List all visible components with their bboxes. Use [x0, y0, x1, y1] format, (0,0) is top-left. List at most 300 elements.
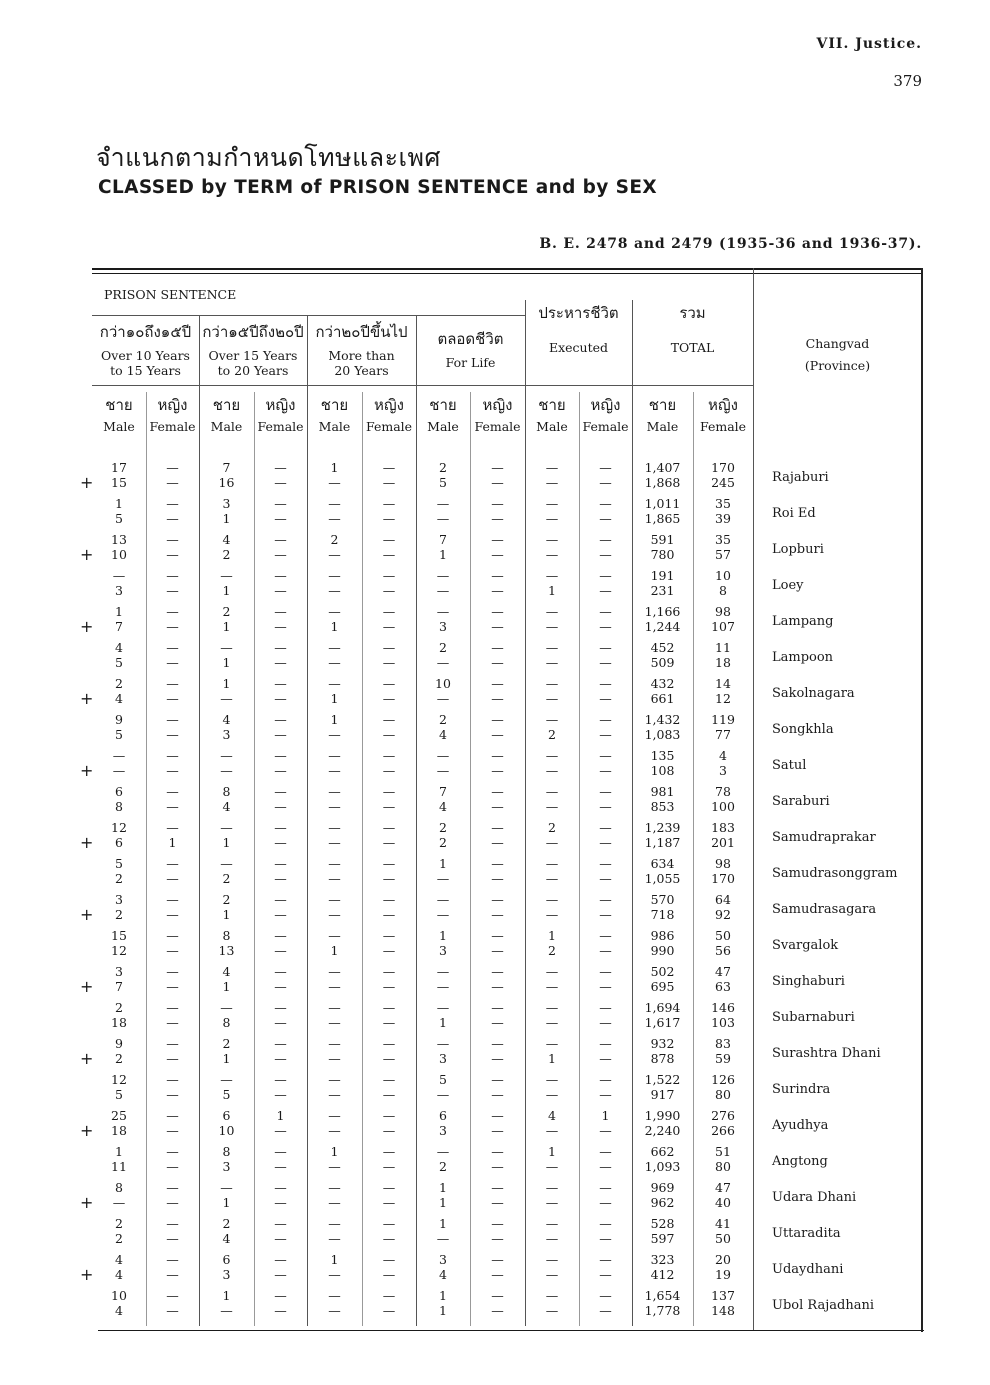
cell-value-1936: — [328, 835, 341, 850]
table-cell [199, 496, 254, 526]
cell-value-1936: 18 [111, 1123, 127, 1138]
table-cell [362, 460, 416, 490]
cell-value-1935: — [491, 820, 504, 835]
province-name: Satul [772, 758, 807, 773]
table-cell [470, 1108, 525, 1138]
table-cell [146, 568, 199, 598]
cell-value-1935: — [382, 1144, 396, 1159]
table-cell [146, 1072, 199, 1102]
cell-value-1935: 6 [115, 784, 123, 799]
cell-value-1935: — [545, 568, 559, 583]
cell-value-1936: 1 [222, 907, 231, 922]
cell-value-1935: 1 [222, 676, 231, 691]
cell-value-1936: — [599, 943, 612, 958]
table-cell [416, 568, 470, 598]
cell-value-1936: — [274, 835, 287, 850]
cell-value-1936: — [274, 1123, 287, 1138]
cell-value-1935: — [491, 532, 504, 547]
cell-value-1936: 5 [115, 1087, 123, 1102]
table-cell [632, 496, 693, 526]
cell-value-1936: — [545, 547, 559, 562]
female-thai-label: หญิง [708, 396, 738, 414]
cell-value-1935: 183 [711, 820, 735, 835]
table-row [92, 856, 922, 892]
table-cell [416, 892, 470, 922]
table-cell [362, 1000, 416, 1030]
cell-value-1935: — [328, 640, 341, 655]
cell-value-1935: 5 [439, 1072, 447, 1087]
col-head-en1: More than [328, 348, 395, 363]
female-thai-label: หญิง [590, 396, 621, 414]
table-cell [146, 496, 199, 526]
table-cell [362, 1216, 416, 1246]
cell-value-1936: 8 [115, 799, 123, 814]
cell-value-1935: — [328, 1216, 341, 1231]
cell-value-1936: 1,778 [644, 1303, 681, 1318]
cell-value-1936: — [545, 1159, 559, 1174]
cell-value-1936: — [274, 619, 287, 634]
cell-value-1935: — [382, 892, 396, 907]
cell-value-1936: — [491, 1051, 504, 1066]
cell-value-1935: 1 [548, 1144, 556, 1159]
cell-value-1936: — [545, 1267, 559, 1282]
cell-value-1936: 4 [115, 1303, 123, 1318]
cell-value-1936: — [545, 1231, 559, 1246]
cell-value-1936: — [166, 799, 179, 814]
cell-value-1935: 1,011 [644, 496, 681, 511]
table-cell [146, 460, 199, 490]
cell-value-1935: — [382, 640, 396, 655]
cell-value-1935: — [166, 928, 179, 943]
table-cell [92, 1216, 146, 1246]
cell-value-1936: 2 [115, 907, 123, 922]
table-cell [199, 964, 254, 994]
cell-value-1935: — [274, 532, 287, 547]
cell-value-1935: 1 [439, 1180, 447, 1195]
male-thai-label: ชาย [105, 396, 133, 414]
cell-value-1936: — [166, 547, 179, 562]
province-name: Songkhla [772, 722, 834, 737]
male-label: Male [427, 419, 459, 434]
cell-value-1936: — [166, 691, 179, 706]
cell-value-1935: — [328, 1036, 341, 1051]
cell-value-1936: — [274, 475, 287, 490]
table-cell [525, 604, 579, 634]
cell-value-1936: 80 [715, 1087, 731, 1102]
cell-value-1936: — [491, 1015, 504, 1030]
cell-value-1936: — [382, 763, 396, 778]
table-cell [92, 1072, 146, 1102]
cell-value-1936: — [545, 1195, 559, 1210]
cell-value-1936: 59 [715, 1051, 731, 1066]
table-cell [362, 1072, 416, 1102]
female-thai-label: หญิง [482, 396, 513, 414]
cell-value-1936: 1 [222, 979, 231, 994]
table-cell [579, 1000, 632, 1030]
cell-value-1935: — [328, 604, 341, 619]
table-cell [199, 1108, 254, 1138]
cell-value-1936: — [436, 691, 450, 706]
cell-value-1935: — [382, 532, 396, 547]
header-group-underline [92, 315, 525, 316]
cell-value-1936: — [274, 1087, 287, 1102]
cell-value-1936: 4 [222, 799, 231, 814]
cell-value-1935: — [382, 460, 396, 475]
cell-value-1936: — [491, 1267, 504, 1282]
cell-value-1935: — [491, 892, 504, 907]
cell-value-1936: — [545, 763, 559, 778]
cell-value-1936: — [599, 763, 612, 778]
cell-value-1936: 1 [548, 1051, 556, 1066]
table-row [92, 928, 922, 964]
cell-value-1936: 1,083 [644, 727, 681, 742]
table-cell [199, 532, 254, 562]
cell-value-1935: 191 [650, 568, 675, 583]
cell-value-1936: 853 [650, 799, 675, 814]
table-cell [579, 676, 632, 706]
table-cell [470, 784, 525, 814]
cell-value-1935: 1 [115, 1144, 123, 1159]
table-cell [416, 1252, 470, 1282]
cell-value-1935: 1,432 [644, 712, 681, 727]
cell-value-1936: — [166, 619, 179, 634]
female-thai-label: หญิง [157, 396, 188, 414]
cell-value-1935: 25 [111, 1108, 127, 1123]
province-name: Surindra [772, 1082, 831, 1097]
cell-value-1936: 1 [330, 691, 339, 706]
table-cell [693, 892, 753, 922]
cell-value-1935: 78 [715, 784, 731, 799]
table-cell [254, 1108, 307, 1138]
cell-value-1935: — [382, 928, 396, 943]
table-cell [693, 1180, 753, 1210]
cell-value-1935: 591 [650, 532, 675, 547]
table-row [80, 1180, 922, 1216]
cell-value-1936: — [274, 979, 287, 994]
cell-value-1936: 661 [650, 691, 675, 706]
table-cell [525, 640, 579, 670]
cell-value-1936: 962 [650, 1195, 675, 1210]
cell-value-1936: 1 [222, 1051, 231, 1066]
table-cell [199, 1180, 254, 1210]
table-cell [470, 1000, 525, 1030]
col-head-en1: Executed [548, 340, 609, 355]
table-row [80, 892, 922, 928]
cell-value-1935: — [328, 856, 341, 871]
cell-value-1936: 1 [222, 1195, 231, 1210]
table-cell [92, 1108, 146, 1138]
cell-value-1935: — [328, 928, 341, 943]
female-label: Female [474, 419, 521, 434]
cell-value-1936: — [599, 1195, 612, 1210]
table-cell [146, 532, 199, 562]
table-cell [693, 712, 753, 742]
cell-value-1936: — [274, 943, 287, 958]
cell-value-1936: — [545, 1303, 559, 1318]
table-cell [146, 748, 199, 778]
cell-value-1936: — [166, 1159, 179, 1174]
cell-value-1935: 12 [111, 1072, 127, 1087]
cell-value-1936: — [436, 871, 450, 886]
table-cell [416, 1108, 470, 1138]
table-cell [525, 928, 579, 958]
male-thai-label: ชาย [648, 396, 677, 414]
cell-value-1935: — [599, 496, 612, 511]
female-label: Female [257, 419, 304, 434]
table-cell [92, 892, 146, 922]
margin-mark: + [80, 977, 94, 996]
cell-value-1936: 10 [218, 1123, 235, 1138]
cell-value-1935: 6 [222, 1108, 231, 1123]
table-cell [199, 1000, 254, 1030]
table-cell [579, 748, 632, 778]
table-cell [632, 928, 693, 958]
cell-value-1935: 7 [439, 784, 447, 799]
male-thai-label: ชาย [538, 396, 566, 414]
province-name: Udaydhani [772, 1262, 844, 1277]
cell-value-1936: — [436, 655, 450, 670]
table-cell [92, 676, 146, 706]
cell-value-1936: — [491, 583, 504, 598]
cell-value-1936: 4 [439, 727, 447, 742]
cell-value-1936: 2,240 [644, 1123, 681, 1138]
cell-value-1936: 1 [168, 835, 177, 850]
table-cell [632, 1180, 693, 1210]
cell-value-1936: — [382, 511, 396, 526]
cell-value-1936: — [491, 655, 504, 670]
table-cell [632, 1000, 693, 1030]
table-cell [199, 1288, 254, 1318]
table-cell [254, 1144, 307, 1174]
cell-value-1935: 2 [548, 820, 556, 835]
table-cell [416, 460, 470, 490]
cell-value-1936: — [382, 727, 396, 742]
cell-value-1935: 9 [115, 712, 123, 727]
cell-value-1935: — [491, 496, 504, 511]
table-cell [92, 496, 146, 526]
table-cell [146, 1144, 199, 1174]
cell-value-1935: 8 [115, 1180, 123, 1195]
table-cell [362, 856, 416, 886]
table-cell [199, 568, 254, 598]
province-name: Saraburi [772, 794, 830, 809]
table-cell [307, 1288, 362, 1318]
cell-value-1935: — [274, 748, 287, 763]
cell-value-1935: 6 [439, 1108, 447, 1123]
cell-value-1936: — [328, 907, 341, 922]
cell-value-1935: — [274, 568, 287, 583]
table-row [92, 1072, 922, 1108]
table-cell [632, 820, 693, 850]
cell-value-1935: — [599, 1252, 612, 1267]
cell-value-1935: — [599, 820, 612, 835]
cell-value-1935: — [599, 784, 612, 799]
cell-value-1936: 8 [222, 1015, 231, 1030]
cell-value-1935: 10 [435, 676, 451, 691]
table-cell [525, 748, 579, 778]
table-cell [362, 676, 416, 706]
cell-value-1936: 2 [222, 547, 231, 562]
cell-value-1936: 3 [222, 1267, 231, 1282]
cell-value-1936: 780 [650, 547, 675, 562]
cell-value-1935: — [166, 640, 179, 655]
cell-value-1935: — [166, 964, 179, 979]
table-cell [632, 748, 693, 778]
cell-value-1935: 17 [111, 460, 127, 475]
table-cell [579, 1216, 632, 1246]
table-cell [146, 676, 199, 706]
table-cell [92, 1252, 146, 1282]
cell-value-1936: 1 [222, 655, 231, 670]
cell-value-1935: — [382, 964, 396, 979]
cell-value-1936: — [328, 799, 341, 814]
cell-value-1935: 1,654 [644, 1288, 681, 1303]
cell-value-1935: — [166, 892, 179, 907]
cell-value-1935: — [166, 1072, 179, 1087]
table-cell [307, 460, 362, 490]
table-cell [632, 964, 693, 994]
table-cell [254, 964, 307, 994]
table-cell [693, 640, 753, 670]
table-cell [199, 1216, 254, 1246]
cell-value-1935: — [328, 820, 341, 835]
province-name: Rajaburi [772, 470, 829, 485]
cell-value-1936: 107 [711, 619, 735, 634]
cell-value-1936: — [599, 511, 612, 526]
cell-value-1936: 4 [115, 691, 123, 706]
col-head-thai: กว่า๑๐ถึง๑๕ปี [99, 323, 192, 341]
cell-value-1936: — [436, 907, 450, 922]
cell-value-1936: — [274, 1159, 287, 1174]
table-row [80, 676, 922, 712]
cell-value-1935: — [599, 748, 612, 763]
table-cell [416, 532, 470, 562]
table-cell [632, 568, 693, 598]
cell-value-1936: — [274, 1231, 287, 1246]
cell-value-1936: — [328, 1087, 341, 1102]
table-cell [307, 712, 362, 742]
cell-value-1935: — [599, 532, 612, 547]
cell-value-1935: 1 [439, 1288, 447, 1303]
cell-value-1935: 969 [650, 1180, 675, 1195]
table-cell [579, 640, 632, 670]
cell-value-1936: 8 [719, 583, 727, 598]
cell-value-1936: — [328, 763, 341, 778]
table-cell [199, 748, 254, 778]
cell-value-1935: — [599, 1144, 612, 1159]
table-row [80, 1252, 922, 1288]
table-cell [254, 1000, 307, 1030]
table-cell [307, 1072, 362, 1102]
cell-value-1935: — [599, 712, 612, 727]
table-cell [254, 784, 307, 814]
cell-value-1936: — [491, 511, 504, 526]
cell-value-1936: — [328, 547, 341, 562]
cell-value-1935: 1 [548, 928, 556, 943]
cell-value-1935: 2 [115, 1000, 123, 1015]
table-row [92, 496, 922, 532]
table-cell [579, 460, 632, 490]
cell-value-1936: 1 [222, 619, 231, 634]
table-cell [693, 784, 753, 814]
cell-value-1935: — [328, 568, 341, 583]
table-cell [416, 496, 470, 526]
male-thai-label: ชาย [212, 396, 241, 414]
cell-value-1936: — [599, 835, 612, 850]
table-cell [525, 784, 579, 814]
cell-value-1935: — [328, 892, 341, 907]
cell-value-1936: 63 [715, 979, 731, 994]
table-cell [92, 460, 146, 490]
cell-value-1935: — [491, 1216, 504, 1231]
cell-value-1936: 1,093 [644, 1159, 681, 1174]
cell-value-1935: — [436, 1036, 450, 1051]
table-cell [693, 964, 753, 994]
cell-value-1935: — [274, 496, 287, 511]
cell-value-1936: 5 [115, 727, 123, 742]
cell-value-1936: — [599, 907, 612, 922]
cell-value-1936: 245 [711, 475, 735, 490]
cell-value-1935: — [328, 784, 341, 799]
province-name: Sakolnagara [772, 686, 855, 701]
table-cell [632, 1108, 693, 1138]
cell-value-1936: 10 [111, 547, 127, 562]
col-head-en1: Over 15 Years [208, 348, 298, 363]
cell-value-1936: — [599, 547, 612, 562]
table-cell [470, 604, 525, 634]
cell-value-1936: — [166, 907, 179, 922]
table-cell [254, 1288, 307, 1318]
cell-value-1936: — [382, 835, 396, 850]
table-cell [92, 1180, 146, 1210]
cell-value-1935: — [274, 1000, 287, 1015]
table-cell [307, 604, 362, 634]
cell-value-1935: — [599, 676, 612, 691]
cell-value-1935: — [274, 640, 287, 655]
cell-value-1936: — [599, 619, 612, 634]
table-cell [579, 712, 632, 742]
cell-value-1936: — [491, 835, 504, 850]
table-cell [199, 640, 254, 670]
table-cell [416, 712, 470, 742]
table-cell [92, 1144, 146, 1174]
cell-value-1936: 1 [439, 547, 447, 562]
table-cell [470, 1036, 525, 1066]
cell-value-1936: 18 [111, 1015, 127, 1030]
cell-value-1935: — [166, 856, 179, 871]
cell-value-1935: — [599, 964, 612, 979]
table-cell [416, 1036, 470, 1066]
table-cell [146, 784, 199, 814]
table-cell [146, 1000, 199, 1030]
table-cell [307, 568, 362, 598]
cell-value-1935: — [328, 964, 341, 979]
page-number: 379 [893, 72, 922, 90]
table-cell [254, 1036, 307, 1066]
table-cell [92, 1000, 146, 1030]
table-cell [307, 1036, 362, 1066]
cell-value-1935: — [436, 748, 450, 763]
margin-mark: + [80, 761, 94, 780]
cell-value-1935: — [274, 820, 287, 835]
cell-value-1936: — [328, 583, 341, 598]
cell-value-1935: — [274, 1216, 287, 1231]
cell-value-1936: 11 [111, 1159, 127, 1174]
cell-value-1936: 1,865 [644, 511, 681, 526]
cell-value-1936: — [545, 1087, 559, 1102]
cell-value-1936: — [382, 907, 396, 922]
table-cell [525, 1252, 579, 1282]
